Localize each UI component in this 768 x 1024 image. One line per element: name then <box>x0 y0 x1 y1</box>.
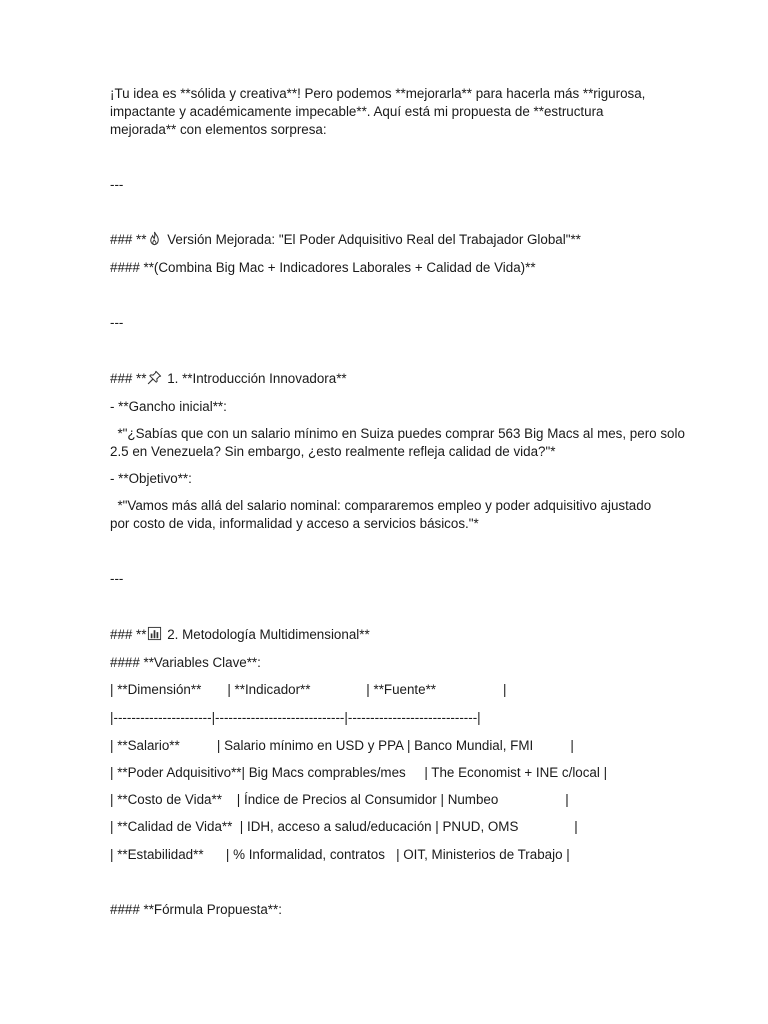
separator: --- <box>110 571 124 586</box>
hook-label: - **Gancho inicial**: <box>110 399 227 414</box>
heading-prefix: ### ** <box>110 627 147 642</box>
intro-line-2: impactante y académicamente impecable**. Aquí está mi propuesta de **estructura <box>110 104 604 119</box>
hook-text-line-1: *"¿Sabías que con un salario mínimo en Suiza puedes comprar 563 Big Macs al mes, pero solo <box>110 426 685 441</box>
objective-label: - **Objetivo**: <box>110 471 192 486</box>
section-1-title: 1. **Introducción Innovadora** <box>163 371 347 386</box>
intro-line-1: ¡Tu idea es **sólida y creativa**! Pero podemos **mejorarla** para hacerla más **rigurosa, <box>110 86 646 101</box>
hook-text-line-2: 2.5 en Venezuela? Sin embargo, ¿esto realmente refleja calidad de vida?"* <box>110 444 556 459</box>
section-1-heading <box>110 370 347 388</box>
improved-version-heading <box>110 231 581 249</box>
table-row: | **Calidad de Vida** | IDH, acceso a salud/educación | PNUD, OMS | <box>110 819 578 834</box>
objective-text-line-2: por costo de vida, informalidad y acceso a servicios básicos."* <box>110 516 479 531</box>
section-2-title: 2. Metodología Multidimensional** <box>163 627 370 642</box>
table-row: | **Estabilidad** | % Informalidad, contratos | OIT, Ministerios de Trabajo | <box>110 847 570 862</box>
table-row: |----------------------|-----------------------------|-----------------------------| <box>110 710 481 725</box>
improved-version-title: Versión Mejorada: "El Poder Adquisitivo Real del Trabajador Global"** <box>163 232 581 247</box>
fire-icon <box>147 231 162 246</box>
table-row: | **Costo de Vida** | Índice de Precios al Consumidor | Numbeo | <box>110 792 569 807</box>
separator: --- <box>110 315 124 330</box>
improved-version-subtitle: #### **(Combina Big Mac + Indicadores Laborales + Calidad de Vida)** <box>110 260 536 275</box>
heading-prefix: ### ** <box>110 232 147 247</box>
table-row: | **Salario** | Salario mínimo en USD y PPA | Banco Mundial, FMI | <box>110 738 574 753</box>
objective-text-line-1: *"Vamos más allá del salario nominal: compararemos empleo y poder adquisitivo ajustado <box>110 498 652 513</box>
table-row: | **Dimensión** | **Indicador** | **Fuente** | <box>110 682 507 697</box>
formula-heading: #### **Fórmula Propuesta**: <box>110 902 282 917</box>
table-row: | **Poder Adquisitivo**| Big Macs comprables/mes | The Economist + INE c/local | <box>110 765 608 780</box>
variables-heading: #### **Variables Clave**: <box>110 655 261 670</box>
bar-chart-icon <box>147 626 162 641</box>
pushpin-icon <box>147 370 162 385</box>
separator: --- <box>110 177 124 192</box>
section-2-heading <box>110 626 370 644</box>
intro-line-3: mejorada** con elementos sorpresa: <box>110 122 327 137</box>
heading-prefix: ### ** <box>110 371 147 386</box>
